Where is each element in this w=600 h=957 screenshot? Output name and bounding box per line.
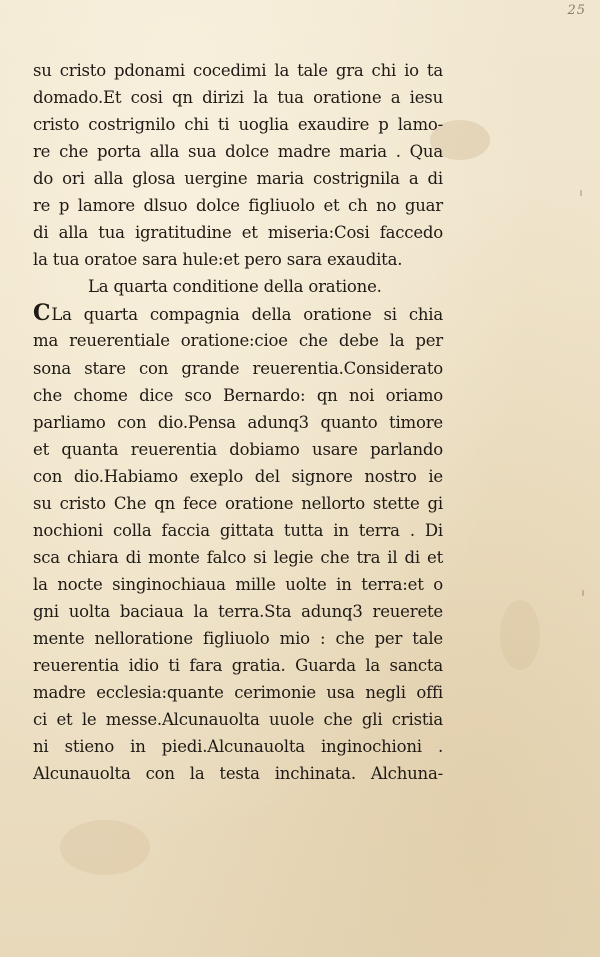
paper-stain [60,820,150,875]
text-line: su cristo pdonami cocedimi la tale gra chi io ta [33,61,443,80]
folio-number: 25 [567,3,586,18]
text-line: re p lamore dlsuo dolce figliuolo et ch no guar [33,196,443,216]
text-line: La quarta compagnia della oratione si chia [51,305,443,325]
paper-stain [500,600,540,670]
text-line: ma reuerentiale oratione:cioe che debe la per [33,331,443,351]
text-line: ni stieno in piedi.Alcunauolta inginochioni . [33,737,443,757]
text-line: che chome dice sco Bernardo: qn noi oriamo [33,385,443,405]
text-line: sca chiara di monte falco si legie che tra il di et [33,547,443,567]
text-line: gni uolta baciaua la terra.Sta adunq3 reuerete [33,601,443,621]
text-line: cristo costrignilo chi ti uoglia exaudire p lamo- [33,115,443,135]
paragraph-mark-icon: Ⅽ [33,300,51,327]
margin-mark [582,590,584,596]
text-line: su cristo Che qn fece oratione nellorto stette gi [33,493,443,513]
text-line: re che porta alla sua dolce madre maria . Qua [33,142,443,162]
text-line: mente nelloratione figliuolo mio : che per tale [33,628,443,648]
text-line: con dio.Habiamo exeplo del signore nostro ie [33,466,443,486]
text-line: nochioni colla faccia gittata tutta in terra . Di [33,520,443,540]
text-line: et quanta reuerentia dobiamo usare parlando [33,439,443,459]
text-line: ci et le messe.Alcunauolta uuole che gli cristia [33,710,443,730]
text-block [33,57,443,787]
section-heading: La quarta conditione della oratione. [88,277,382,297]
text-line: madre ecclesia:quante cerimonie usa negli offi [33,683,443,703]
margin-mark [580,190,582,196]
text-line: la tua oratoe sara hule:et pero sara exaudita. [33,250,403,270]
text-line: sona stare con grande reuerentia.Considerato [33,358,443,378]
paragraph-first-line [33,300,443,327]
text-line: Alcunauolta con la testa inchinata. Alchuna- [33,764,443,784]
text-line: do ori alla glosa uergine maria costrignila a di [33,169,443,189]
text-line: parliamo con dio.Pensa adunq3 quanto timore [33,412,443,432]
text-line: reuerentia idio ti fara gratia. Guarda la sancta [33,656,443,676]
text-line: di alla tua igratitudine et miseria:Cosi faccedo [33,223,443,243]
text-line: la nocte singinochiaua mille uolte in terra:et o [33,574,443,594]
text-line: domado.Et cosi qn dirizi la tua oratione a iesu [33,88,443,108]
